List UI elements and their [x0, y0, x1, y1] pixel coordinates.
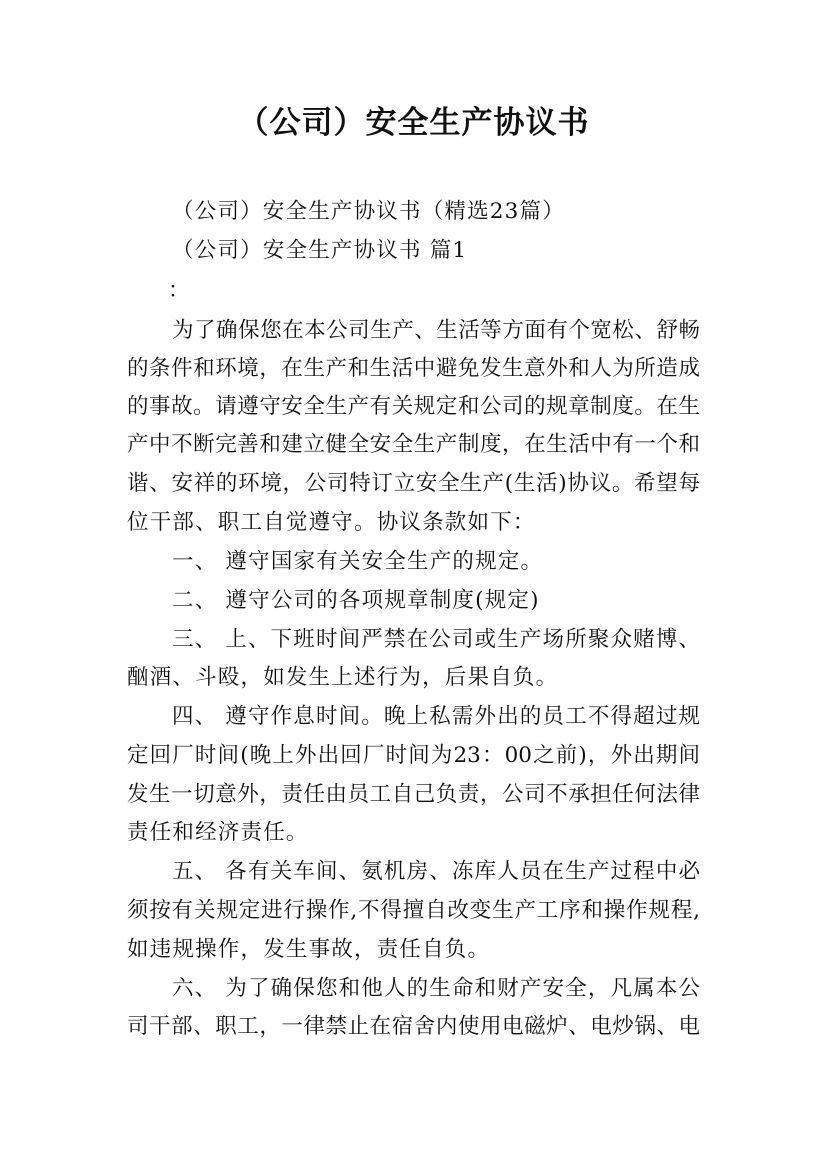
paragraph-line: 的事故。请遵守安全生产有关规定和公司的规章制度。在生: [127, 394, 700, 419]
clause-line: 须按有关规定进行操作,不得擅自改变生产工序和操作规程,: [127, 898, 700, 923]
clause-line: 六、 为了确保您和他人的生命和财产安全，凡属本公: [172, 976, 700, 1001]
salutation-colon: ：: [168, 278, 191, 303]
clause-line: 发生一切意外，责任由员工自己负责，公司不承担任何法律: [127, 782, 700, 807]
section-heading: （公司）安全生产协议书 篇1: [172, 238, 468, 263]
paragraph-line: 产中不断完善和建立健全安全生产制度，在生活中有一个和: [127, 432, 700, 457]
clause-line: 酗酒、斗殴，如发生上述行为，后果自负。: [127, 665, 559, 690]
subtitle-line: （公司）安全生产协议书（精选23篇）: [172, 199, 565, 224]
paragraph-line: 为了确保您在本公司生产、生活等方面有个宽松、舒畅: [172, 318, 700, 343]
clause-line: 二、 遵守公司的各项规章制度(规定): [172, 588, 540, 613]
document-title: （公司）安全生产协议书: [237, 105, 590, 141]
clause-line: 定回厂时间(晚上外出回厂时间为23：00之前)，外出期间: [127, 743, 700, 768]
clause-line: 一、 遵守国家有关安全生产的规定。: [172, 549, 544, 574]
paragraph-line: 的条件和环境，在生产和生活中避免发生意外和人为所造成: [127, 356, 700, 381]
clause-line: 五、 各有关车间、氨机房、冻库人员在生产过程中必: [172, 859, 700, 884]
paragraph-line: 谐、安祥的环境，公司特订立安全生产(生活)协议。希望每: [127, 471, 700, 496]
clause-line: 司干部、职工，一律禁止在宿舍内使用电磁炉、电炒锅、电: [127, 1014, 700, 1039]
clause-line: 四、 遵守作息时间。晚上私需外出的员工不得超过规: [172, 704, 700, 729]
clause-line: 三、 上、下班时间严禁在公司或生产场所聚众赌博、: [172, 627, 700, 652]
clause-line: 如违规操作，发生事故，责任自负。: [127, 937, 491, 962]
clause-line: 责任和经济责任。: [127, 820, 309, 845]
paragraph-line: 位干部、职工自觉遵守。协议条款如下：: [127, 510, 536, 535]
